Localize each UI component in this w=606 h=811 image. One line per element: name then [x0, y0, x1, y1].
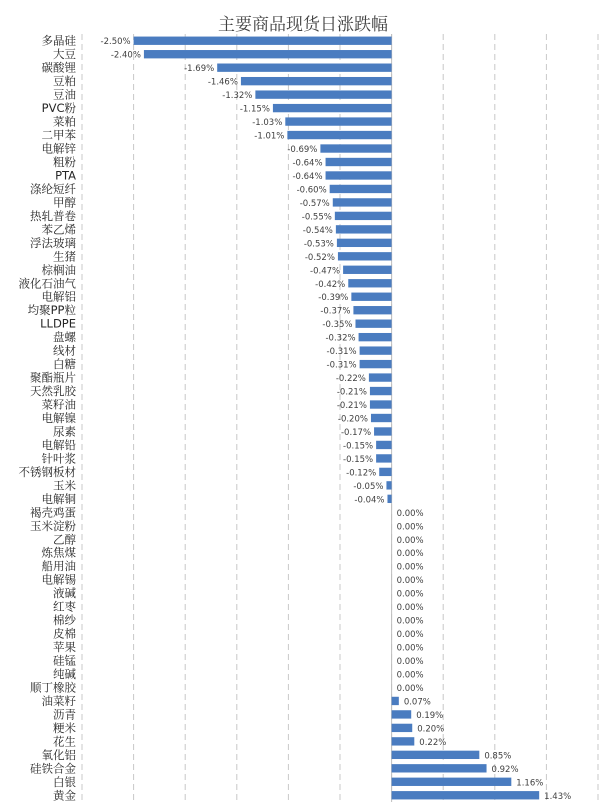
data-label: -2.40%: [110, 50, 141, 61]
category-label: 多晶硅: [41, 33, 76, 48]
data-label: -0.15%: [343, 454, 374, 465]
data-label: -1.32%: [222, 91, 253, 102]
data-label: -0.57%: [299, 198, 330, 209]
bar: [392, 778, 512, 786]
category-label: 炼焦煤: [41, 545, 76, 560]
data-label: -0.60%: [296, 185, 327, 196]
data-label: -0.64%: [292, 158, 323, 169]
data-label: 0.19%: [416, 710, 444, 721]
category-label: 电解铅: [41, 437, 76, 452]
category-label: 黄金: [53, 788, 76, 803]
bar: [217, 64, 391, 72]
data-label: 0.00%: [396, 630, 424, 641]
category-label: 电解铜: [41, 491, 76, 506]
bar: [370, 400, 392, 408]
data-label: 0.00%: [396, 549, 424, 560]
data-label: -1.03%: [252, 118, 283, 129]
bar: [371, 414, 392, 422]
category-label: PVC粉: [41, 101, 76, 116]
category-label: 浮法玻璃: [30, 235, 76, 250]
category-label: 粗粉: [53, 155, 76, 169]
data-label: -0.32%: [325, 333, 356, 344]
category-label: 皮棉: [53, 626, 76, 641]
data-label: 1.43%: [544, 791, 572, 802]
bar: [392, 724, 413, 732]
category-label: 生猪: [53, 249, 76, 264]
bar: [392, 791, 540, 799]
data-label: -0.17%: [340, 427, 372, 438]
data-label: 0.00%: [396, 643, 424, 654]
bar: [376, 454, 391, 462]
category-label: 线材: [53, 343, 76, 358]
data-label: 0.00%: [396, 603, 424, 614]
bar: [360, 346, 392, 354]
category-label: LLDPE: [40, 316, 76, 331]
bar: [355, 320, 391, 328]
bar: [392, 710, 412, 718]
bar: [392, 697, 399, 705]
bar: [320, 144, 391, 152]
bar: [386, 481, 391, 489]
data-label: -0.52%: [304, 252, 335, 263]
bar: [359, 333, 392, 341]
data-label: -0.39%: [318, 293, 349, 304]
bar: [134, 37, 392, 45]
data-label: 0.00%: [396, 535, 424, 546]
data-label: 0.07%: [403, 697, 431, 708]
data-label: -0.21%: [336, 401, 367, 412]
category-label: PTA: [55, 168, 76, 183]
category-label: 针叶浆: [41, 451, 76, 466]
category-label: 二甲苯: [41, 128, 76, 143]
category-label: 甲醇: [53, 195, 76, 210]
data-label: -0.37%: [320, 306, 351, 317]
bar: [273, 104, 392, 112]
category-label: 苹果: [53, 640, 76, 655]
bar: [351, 293, 391, 301]
category-label: 硅铁合金: [30, 761, 76, 776]
data-label: 0.00%: [396, 508, 424, 519]
bar: [255, 90, 391, 98]
category-label: 棉纱: [53, 613, 76, 628]
bar: [348, 279, 391, 287]
category-label: 电解铝: [41, 289, 76, 304]
category-label: 菜籽油: [41, 397, 76, 412]
category-label: 乙醇: [53, 532, 76, 547]
data-label: 0.00%: [396, 522, 424, 533]
bar: [376, 441, 391, 449]
bar: [392, 764, 487, 772]
bar: [392, 751, 480, 759]
category-label: 不锈钢板材: [18, 464, 76, 479]
category-label: 均聚PP粒: [27, 303, 76, 318]
category-label: 花生: [53, 734, 76, 749]
data-label: -0.04%: [354, 495, 385, 506]
data-label: -0.15%: [343, 441, 374, 452]
bar: [144, 50, 392, 58]
category-label: 豆油: [53, 87, 76, 102]
data-label: 0.20%: [417, 724, 445, 735]
bar: [326, 158, 392, 166]
category-label: 热轧普卷: [30, 208, 76, 223]
category-label: 苯乙烯: [41, 222, 76, 237]
category-label: 液化石油气: [18, 276, 76, 291]
data-label: 0.00%: [396, 616, 424, 627]
data-label: 0.92%: [491, 764, 519, 775]
category-label: 氧化铝: [41, 747, 76, 762]
data-label: -0.21%: [336, 387, 367, 398]
category-label: 油菜籽: [41, 693, 76, 708]
data-label: -1.46%: [207, 77, 238, 88]
category-label: 聚酯瓶片: [30, 370, 76, 385]
category-label: 褐壳鸡蛋: [30, 505, 76, 520]
data-label: -1.01%: [254, 131, 285, 142]
bar: [392, 737, 415, 745]
category-label: 粳米: [53, 720, 76, 735]
data-label: -1.69%: [184, 64, 215, 75]
data-label: 0.00%: [396, 576, 424, 587]
bar: [285, 117, 391, 125]
bar: [337, 239, 392, 247]
category-label: 白银: [53, 774, 76, 789]
category-label: 纯碱: [53, 667, 76, 681]
chart-title: 主要商品现货日涨跌幅: [218, 15, 388, 35]
data-label: -0.47%: [310, 266, 341, 277]
data-label: 0.00%: [396, 657, 424, 668]
category-label: 电解锡: [41, 572, 76, 587]
bar: [326, 171, 392, 179]
data-label: -0.31%: [326, 360, 357, 371]
data-label: -0.12%: [346, 468, 377, 479]
category-label: 大豆: [53, 47, 76, 62]
bar: [338, 252, 392, 260]
data-label: -0.22%: [335, 374, 366, 385]
bar: [333, 198, 392, 206]
bar: [387, 495, 391, 503]
bar: [360, 360, 392, 368]
category-label: 盘螺: [53, 330, 76, 345]
category-label: 液碱: [53, 586, 76, 601]
data-label: -0.20%: [337, 414, 368, 425]
data-label: -0.69%: [287, 145, 318, 156]
bar: [241, 77, 392, 85]
data-label: -0.35%: [322, 320, 353, 331]
category-label: 涤纶短纤: [30, 181, 76, 196]
data-label: -2.50%: [100, 37, 131, 48]
category-label: 豆粕: [53, 74, 76, 89]
category-label: 棕榈油: [41, 262, 76, 277]
data-label: -0.31%: [326, 347, 357, 358]
bar: [379, 468, 391, 476]
category-label: 红枣: [53, 599, 76, 614]
data-label: 0.22%: [419, 737, 447, 748]
data-label: -0.55%: [301, 212, 332, 223]
bar: [287, 131, 391, 139]
data-label: 0.00%: [396, 683, 424, 694]
category-label: 白糖: [53, 357, 76, 372]
category-label: 碳酸锂: [41, 60, 76, 75]
data-label: -0.64%: [292, 171, 323, 182]
data-label: -0.42%: [315, 279, 346, 290]
category-label: 电解锌: [41, 141, 76, 156]
data-label: 0.00%: [396, 589, 424, 600]
category-label: 电解镍: [41, 411, 76, 425]
data-label: 1.16%: [516, 778, 544, 789]
data-label: 0.00%: [396, 562, 424, 573]
data-label: -0.05%: [353, 481, 384, 492]
bar: [374, 427, 392, 435]
category-label: 尿素: [53, 424, 76, 439]
category-label: 沥青: [53, 707, 76, 722]
category-label: 玉米: [53, 478, 76, 493]
category-label: 船用油: [41, 559, 76, 574]
bar: [369, 373, 392, 381]
bar: [335, 212, 392, 220]
bar: [353, 306, 391, 314]
bar: [330, 185, 392, 193]
category-label: 玉米淀粉: [30, 518, 76, 533]
bar: [336, 225, 392, 233]
category-label: 天然乳胶: [30, 384, 76, 399]
bar: [343, 266, 392, 274]
category-label: 顺丁橡胶: [30, 680, 76, 695]
data-label: -0.53%: [303, 239, 334, 250]
bar: [370, 387, 392, 395]
data-label: 0.85%: [484, 751, 512, 762]
data-label: -0.54%: [302, 225, 333, 236]
data-label: -1.15%: [239, 104, 270, 115]
data-label: 0.00%: [396, 670, 424, 681]
category-label: 菜粕: [53, 114, 76, 129]
category-label: 硅锰: [53, 653, 76, 668]
